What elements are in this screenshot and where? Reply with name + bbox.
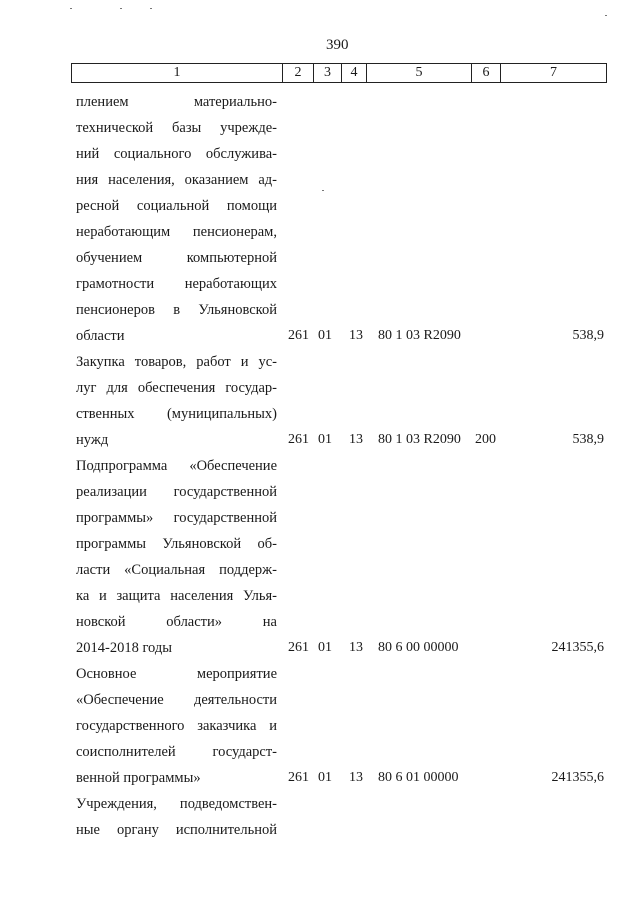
row-text-line: Учреждения, подведомствен- <box>76 796 277 812</box>
row-text-line: ний социального обслужива- <box>76 146 277 162</box>
cell-section: 01 <box>318 328 332 343</box>
row-text-line: плением материально- <box>76 94 277 110</box>
row-text-line: неработающим пенсионерам, <box>76 224 277 240</box>
cell-subsection: 13 <box>349 770 363 785</box>
row-text-line: ния населения, оказанием ад- <box>76 172 277 188</box>
header-col-3: 3 <box>324 65 331 80</box>
cell-expense-type: 200 <box>475 432 496 447</box>
header-col-2: 2 <box>294 65 302 80</box>
row-text-line: программы» государственной <box>76 510 277 526</box>
cell-subsection: 13 <box>349 640 363 655</box>
header-col-4: 4 <box>350 65 358 80</box>
row-text-line: венной программы» <box>76 770 201 786</box>
cell-target-article: 80 1 03 R2090 <box>378 432 461 447</box>
cell-target-article: 80 6 00 00000 <box>378 640 459 655</box>
cell-target-article: 80 1 03 R2090 <box>378 328 461 343</box>
scan-speck <box>322 190 324 191</box>
row-text-line: Основное мероприятие <box>76 666 277 682</box>
row-text-line: соисполнителей государст- <box>76 744 277 760</box>
row-text-line: ственных (муниципальных) <box>76 406 277 422</box>
row-text-line: реализации государственной <box>76 484 277 500</box>
cell-ministry-code: 261 <box>288 432 309 447</box>
cell-subsection: 13 <box>349 432 363 447</box>
row-text-line: пенсионеров в Ульяновской <box>76 302 277 318</box>
row-text-line: технической базы учрежде- <box>76 120 277 136</box>
cell-section: 01 <box>318 640 332 655</box>
row-text-line: 2014-2018 годы <box>76 640 172 656</box>
header-col-1: 1 <box>173 65 181 80</box>
cell-amount: 241355,6 <box>551 640 604 655</box>
scan-speck <box>120 8 122 9</box>
table-header <box>71 63 607 83</box>
cell-ministry-code: 261 <box>288 770 309 785</box>
cell-section: 01 <box>318 432 332 447</box>
row-text-line: области <box>76 328 125 344</box>
scan-speck <box>150 8 152 9</box>
scan-speck <box>605 15 607 16</box>
scan-speck <box>70 8 72 9</box>
cell-subsection: 13 <box>349 328 363 343</box>
page-number: 390 <box>326 37 349 53</box>
row-text-line: программы Ульяновской об- <box>76 536 277 552</box>
row-text-line: луг для обеспечения государ- <box>76 380 277 396</box>
row-text-line: ласти «Социальная поддерж- <box>76 562 277 578</box>
header-col-7: 7 <box>550 65 557 80</box>
cell-target-article: 80 6 01 00000 <box>378 770 459 785</box>
cell-ministry-code: 261 <box>288 328 309 343</box>
row-text-line: новской области» на <box>76 614 277 630</box>
row-text-line: Закупка товаров, работ и ус- <box>76 354 277 370</box>
cell-ministry-code: 261 <box>288 640 309 655</box>
row-text-line: ные органу исполнительной <box>76 822 277 838</box>
header-col-5: 5 <box>415 65 423 80</box>
header-col-6: 6 <box>482 65 490 80</box>
row-text-line: ка и защита населения Улья- <box>76 588 277 604</box>
row-text-line: Подпрограмма «Обеспечение <box>76 458 277 474</box>
row-text-line: нужд <box>76 432 109 448</box>
row-text-line: обучением компьютерной <box>76 250 277 266</box>
row-text-line: государственного заказчика и <box>76 718 277 734</box>
cell-amount: 241355,6 <box>551 770 604 785</box>
cell-amount: 538,9 <box>572 432 604 447</box>
row-text-line: ресной социальной помощи <box>76 198 277 214</box>
row-text-line: «Обеспечение деятельности <box>76 692 277 708</box>
cell-section: 01 <box>318 770 332 785</box>
row-text-line: грамотности неработающих <box>76 276 277 292</box>
cell-amount: 538,9 <box>572 328 604 343</box>
